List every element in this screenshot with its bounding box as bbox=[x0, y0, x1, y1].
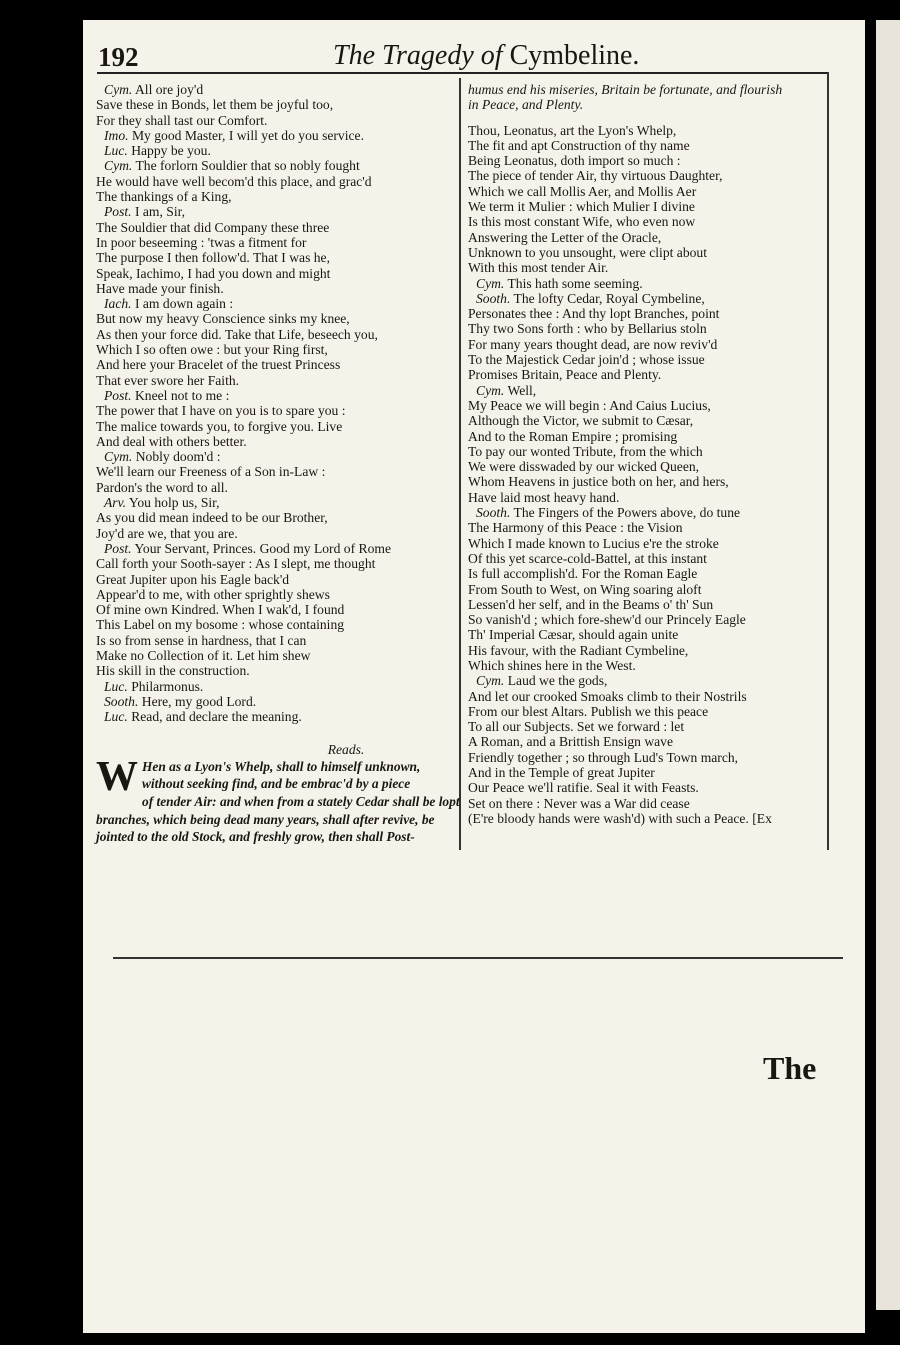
prose-line: jointed to the old Stock, and freshly grow, then shall Post- bbox=[96, 829, 415, 845]
left-column-line: For they shall tast our Comfort. bbox=[96, 112, 268, 128]
left-column-line: Great Jupiter upon his Eagle back'd bbox=[96, 571, 290, 587]
running-title bbox=[333, 40, 639, 72]
left-column-line: He would have well becom'd this place, and grac'd bbox=[96, 173, 372, 189]
right-column-line: Answering the Letter of the Oracle, bbox=[468, 229, 662, 245]
left-column-line: Cym. The forlorn Souldier that so nobly fought bbox=[96, 158, 456, 173]
left-column-line: And here your Bracelet of the truest Princess bbox=[96, 357, 341, 373]
left-column-line: And deal with others better. bbox=[96, 433, 247, 449]
right-column-line: Set on there : Never was a War did cease bbox=[468, 795, 690, 811]
left-column-line: Luc. Read, and declare the meaning. bbox=[96, 709, 456, 724]
left-column-line: Save these in Bonds, let them be joyful too, bbox=[96, 97, 334, 113]
left-column-line: Luc. Philarmonus. bbox=[96, 679, 456, 694]
header-rule bbox=[97, 72, 827, 74]
speaker-name: Imo. bbox=[104, 127, 129, 143]
speaker-name: Cym. bbox=[104, 82, 133, 97]
left-column-line: Have made your finish. bbox=[96, 280, 224, 296]
prose-line: branches, which being dead many years, shall after revive, be bbox=[96, 811, 435, 827]
bottom-rule bbox=[113, 957, 843, 959]
right-column-line: Promises Britain, Peace and Plenty. bbox=[468, 367, 662, 383]
left-column-line: Luc. Happy be you. bbox=[96, 143, 456, 158]
right-column-line: Unknown to you unsought, were clipt about bbox=[468, 244, 707, 260]
left-column-line: Sooth. Here, my good Lord. bbox=[96, 694, 456, 709]
right-column-line: in Peace, and Plenty. bbox=[468, 97, 584, 113]
left-column-line: The power that I have on you is to spare you : bbox=[96, 403, 346, 419]
prose-lines bbox=[96, 753, 460, 846]
oracle-label-text bbox=[96, 753, 460, 846]
speaker-name: Sooth. bbox=[476, 290, 511, 306]
left-column-line: But now my heavy Conscience sinks my knee, bbox=[96, 311, 350, 327]
right-column-line: We were disswaded by our wicked Queen, bbox=[468, 459, 700, 475]
right-column-line: From South to West, on Wing soaring aloft bbox=[468, 581, 702, 597]
right-column-line: Cym. This hath some seeming. bbox=[468, 276, 823, 291]
left-column-line: The purpose I then follow'd. That I was he, bbox=[96, 250, 330, 266]
left-column-line: Post. I am, Sir, bbox=[96, 204, 456, 219]
speaker-name: Cym. bbox=[104, 449, 133, 465]
speaker-name: Post. bbox=[104, 387, 132, 403]
right-column-line: Which shines here in the West. bbox=[468, 657, 636, 673]
right-column-line: (E're bloody hands were wash'd) with such a Peace. [Ex bbox=[468, 810, 772, 826]
left-column bbox=[96, 82, 460, 846]
speaker-name: Luc. bbox=[104, 143, 128, 159]
right-column-line: Thy two Sons forth : who by Bellarius stoln bbox=[468, 321, 707, 337]
left-column-line: Post. Your Servant, Princes. Good my Lord of Rome bbox=[96, 541, 456, 556]
prose-line: of tender Air: and when from a stately Cedar shall be lopt bbox=[142, 793, 460, 809]
left-column-line: The thankings of a King, bbox=[96, 189, 232, 205]
reads-heading: Reads. bbox=[327, 742, 365, 758]
speaker-name: Arv. bbox=[104, 495, 127, 511]
right-column-line: To pay our wonted Tribute, from the which bbox=[468, 443, 703, 459]
right-column-line: Sooth. The lofty Cedar, Royal Cymbeline, bbox=[468, 291, 823, 306]
speaker-name: Cym. bbox=[476, 382, 505, 398]
right-column-line: To the Majestick Cedar join'd ; whose issue bbox=[468, 352, 705, 368]
speaker-name: Cym. bbox=[476, 275, 505, 291]
right-column-line: Th' Imperial Cæsar, should again unite bbox=[468, 627, 679, 643]
right-column-line: A Roman, and a Brittish Ensign wave bbox=[468, 734, 674, 750]
speaker-name: Sooth. bbox=[476, 505, 511, 521]
left-column-line: Joy'd are we, that you are. bbox=[96, 525, 238, 541]
speaker-name: Sooth. bbox=[104, 693, 139, 709]
left-column-line: Which I so often owe : but your Ring first, bbox=[96, 342, 328, 358]
left-column-line: Imo. My good Master, I will yet do you service. bbox=[96, 128, 456, 143]
speaker-name: Post. bbox=[104, 204, 132, 220]
right-column-line: We term it Mulier : which Mulier I divine bbox=[468, 199, 695, 215]
speaker-name: Luc. bbox=[104, 709, 128, 725]
left-column-lines bbox=[96, 82, 456, 724]
left-column-line: The malice towards you, to forgive you. Live bbox=[96, 418, 343, 434]
speaker-name: Luc. bbox=[104, 678, 128, 694]
left-column-line: Cym. All ore joy'd bbox=[96, 82, 456, 97]
right-column-line: humus end his miseries, Britain be fortunate, and flourish bbox=[468, 82, 783, 97]
right-column-line: Friendly together ; so through Lud's Town march, bbox=[468, 749, 739, 765]
right-column-line: Personates thee : And thy lopt Branches, point bbox=[468, 306, 720, 322]
right-column-line: The Harmony of this Peace : the Vision bbox=[468, 520, 683, 536]
right-column-line: With this most tender Air. bbox=[468, 260, 609, 276]
right-column-line: Sooth. The Fingers of the Powers above, do tune bbox=[468, 505, 823, 520]
speaker-name: Iach. bbox=[104, 296, 132, 312]
right-column-line: Lessen'd her self, and in the Beams o' th' Sun bbox=[468, 596, 714, 612]
left-column-line: As then your force did. Take that Life, beseech you, bbox=[96, 326, 378, 342]
left-column-line: Appear'd to me, with other sprightly shews bbox=[96, 586, 330, 602]
right-column-line: Have laid most heavy hand. bbox=[468, 489, 620, 505]
right-column-line: Is this most constant Wife, who even now bbox=[468, 214, 696, 230]
right-column-line: My Peace we will begin : And Caius Lucius, bbox=[468, 397, 711, 413]
left-column-line: His skill in the construction. bbox=[96, 663, 250, 679]
running-title-prefix: The Tragedy of bbox=[333, 40, 503, 71]
speaker-name: Post. bbox=[104, 540, 132, 556]
right-column-line: Cym. Laud we the gods, bbox=[468, 673, 823, 688]
running-title-play: Cymbeline. bbox=[509, 40, 640, 71]
left-column-line: Post. Kneel not to me : bbox=[96, 388, 456, 403]
left-column-line: Call forth your Sooth-sayer : As I slept, me thought bbox=[96, 556, 376, 572]
right-column-line: Although the Victor, we submit to Cæsar, bbox=[468, 413, 694, 429]
right-column-line: Cym. Well, bbox=[468, 383, 823, 398]
drop-cap: W bbox=[96, 753, 138, 800]
right-column-line: Whom Heavens in justice both on her, and hers, bbox=[468, 474, 729, 490]
book-page bbox=[83, 20, 865, 1333]
left-column-line: Pardon's the word to all. bbox=[96, 479, 228, 495]
right-column-line: His favour, with the Radiant Cymbeline, bbox=[468, 642, 689, 658]
left-column-line: Make no Collection of it. Let him shew bbox=[96, 647, 311, 663]
right-column-line: Is full accomplish'd. For the Roman Eagle bbox=[468, 566, 698, 582]
prose-line: Hen as a Lyon's Whelp, shall to himself unknown, bbox=[142, 758, 421, 774]
left-column-line: Speak, Iachimo, I had you down and might bbox=[96, 265, 331, 281]
speaker-name: Cym. bbox=[104, 158, 133, 174]
right-frame-rule bbox=[827, 72, 829, 850]
right-column bbox=[468, 82, 823, 826]
right-column-line: From our blest Altars. Publish we this peace bbox=[468, 703, 709, 719]
speaker-name: Cym. bbox=[476, 673, 505, 689]
right-column-line: And let our crooked Smoaks climb to their Nostrils bbox=[468, 688, 747, 704]
right-column-lines bbox=[468, 82, 823, 826]
left-column-line: Of mine own Kindred. When I wak'd, I found bbox=[96, 602, 345, 618]
right-column-line bbox=[468, 113, 823, 123]
column-rule bbox=[459, 78, 461, 850]
right-column-line: Being Leonatus, doth import so much : bbox=[468, 153, 681, 169]
right-column-line: Which I made known to Lucius e're the stroke bbox=[468, 535, 719, 551]
left-column-line: The Souldier that did Company these three bbox=[96, 219, 330, 235]
left-column-line: As you did mean indeed to be our Brother, bbox=[96, 510, 328, 526]
right-column-line: Thou, Leonatus, art the Lyon's Whelp, bbox=[468, 122, 677, 138]
catchword: The bbox=[763, 1050, 817, 1086]
left-column-line: Is so from sense in hardness, that I can bbox=[96, 632, 307, 648]
left-column-line: Cym. Nobly doom'd : bbox=[96, 449, 456, 464]
right-column-line: So vanish'd ; which fore-shew'd our Princely Eagle bbox=[468, 612, 746, 628]
right-column-line: Our Peace we'll ratifie. Seal it with Feasts. bbox=[468, 780, 699, 796]
right-column-line: The piece of tender Air, thy virtuous Daughter, bbox=[468, 168, 723, 184]
right-column-line: Of this yet scarce-cold-Battel, at this instant bbox=[468, 550, 707, 566]
page-number: 192 bbox=[98, 42, 139, 72]
left-column-line: In poor beseeming : 'twas a fitment for bbox=[96, 234, 307, 250]
left-column-line: That ever swore her Faith. bbox=[96, 372, 240, 388]
left-column-line: Iach. I am down again : bbox=[96, 296, 456, 311]
right-column-line: And to the Roman Empire ; promising bbox=[468, 428, 678, 444]
left-column-line: We'll learn our Freeness of a Son in-Law : bbox=[96, 464, 326, 480]
left-column-line: Arv. You holp us, Sir, bbox=[96, 495, 456, 510]
right-column-line: To all our Subjects. Set we forward : let bbox=[468, 719, 685, 735]
adjacent-page-edge bbox=[876, 20, 900, 1310]
right-column-line: The fit and apt Construction of thy name bbox=[468, 137, 690, 153]
prose-line: without seeking find, and be embrac'd by a piece bbox=[142, 776, 411, 792]
left-column-line: This Label on my bosome : whose containing bbox=[96, 617, 345, 633]
right-column-line: For many years thought dead, are now reviv'd bbox=[468, 336, 718, 352]
right-column-line: And in the Temple of great Jupiter bbox=[468, 765, 655, 781]
right-column-line: Which we call Mollis Aer, and Mollis Aer bbox=[468, 183, 697, 199]
